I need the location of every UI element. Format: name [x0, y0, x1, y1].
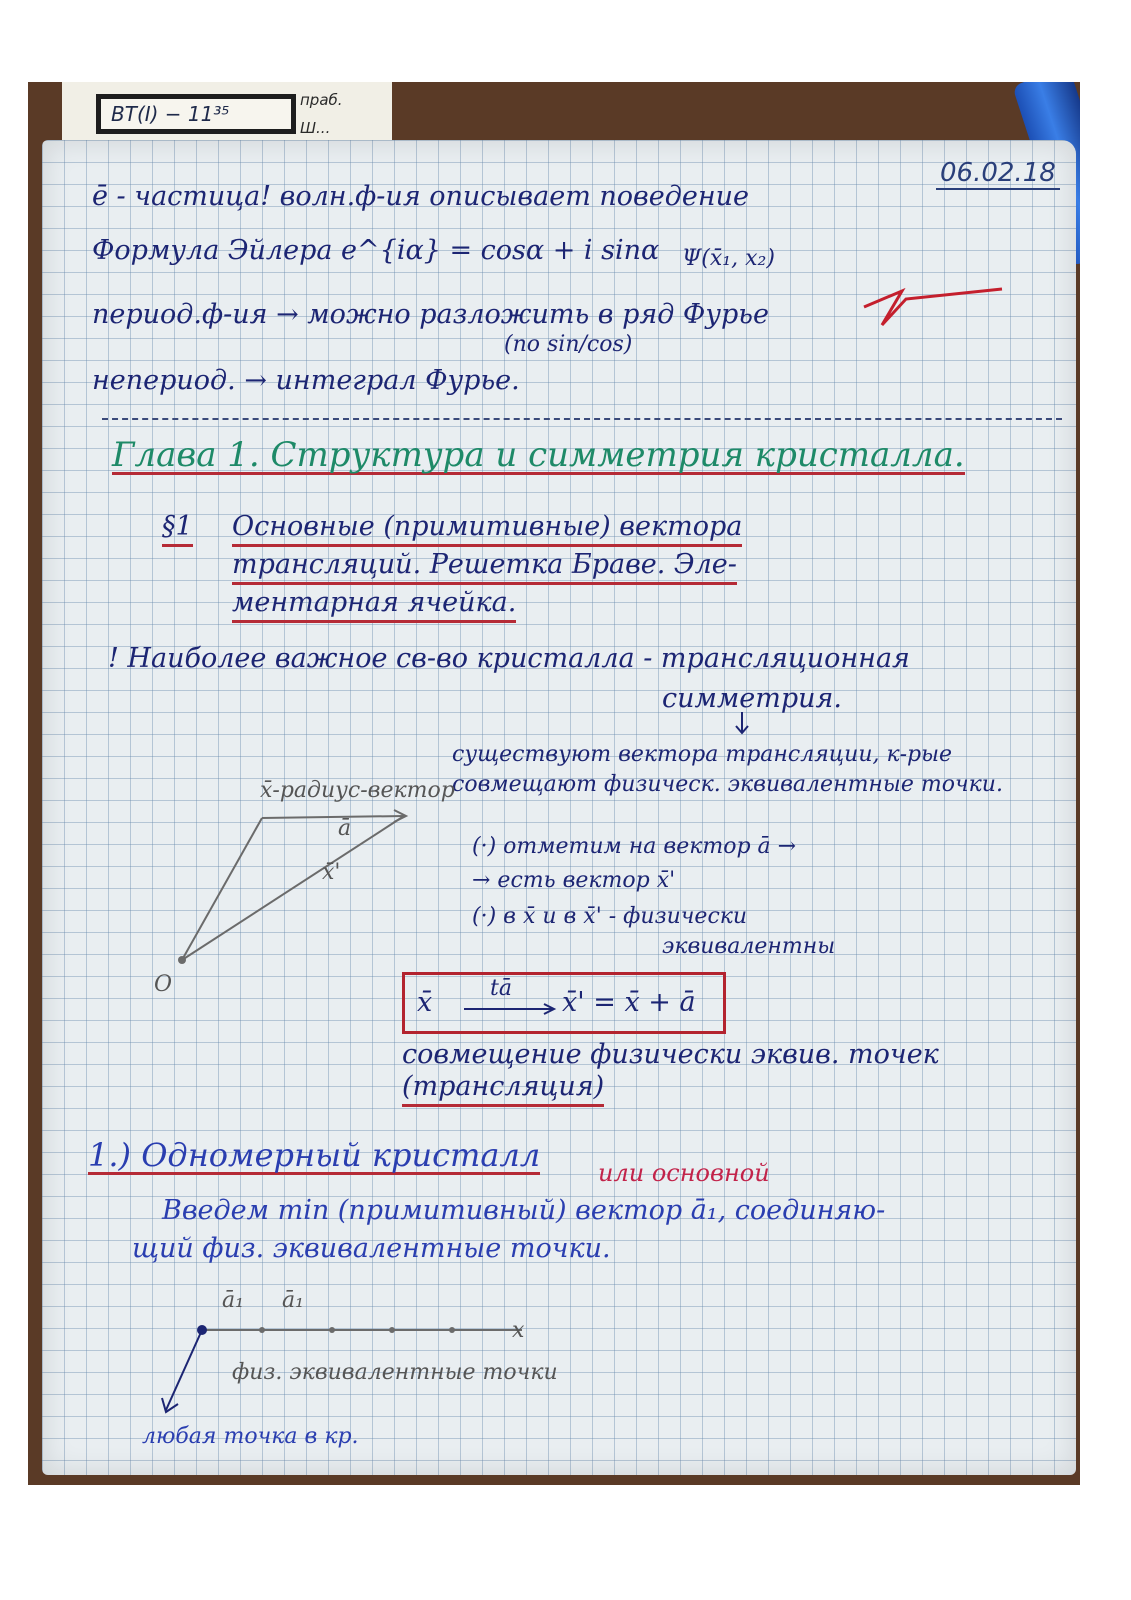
exists-line-2: совмещают физическ. эквивалентные точки.: [452, 772, 1003, 797]
important-line-1: ! Наиболее важное св-во кристалла - трансляционная: [108, 643, 910, 674]
combination-line-2-text: (трансляция): [402, 1071, 604, 1107]
notebook-page: [42, 140, 1076, 1475]
section-title-3: ментарная ячейка.: [232, 588, 516, 623]
line-periodic-sub: (по sin/cos): [504, 332, 633, 357]
formula-left: x̄: [417, 987, 433, 1018]
x-prime-label: x̄': [322, 860, 341, 885]
combination-line-2: [402, 1072, 604, 1102]
notebook-photo: [28, 82, 1080, 1485]
line-psi: Ψ(x̄₁, x₂): [682, 246, 775, 271]
sticky-side-text: [300, 86, 343, 142]
a1-label-2: ā₁: [282, 1288, 304, 1313]
chapter-title: Глава 1. Структура и симметрия кристалла.: [112, 435, 965, 475]
section-number: [162, 512, 193, 542]
radius-vector-label: x̄-радиус-вектор: [260, 778, 455, 803]
note-1: (·) отметим на вектор ā →: [472, 834, 797, 859]
a1-label-1: ā₁: [222, 1288, 244, 1313]
one-dim-aside: или основной: [598, 1159, 770, 1187]
exists-line-1: существуют вектора трансляции, к-рые: [452, 742, 953, 767]
sticky-side-2: Ш...: [300, 119, 331, 137]
section-title-2: трансляций. Решетка Браве. Эле-: [232, 550, 737, 585]
line-electron: ē - частица! волн.ф-ия описывает поведение: [92, 181, 749, 212]
divider: [102, 418, 1062, 420]
formula-arrow-icon: [462, 1002, 562, 1016]
vector-diagram: [172, 800, 422, 980]
combination-line-1: совмещение физически эквив. точек: [402, 1039, 939, 1070]
sticky-side-1: праб.: [300, 91, 343, 109]
checkmark-icon: [862, 285, 1012, 335]
equiv-points-label: физ. эквивалентные точки: [232, 1360, 558, 1385]
x-label: x: [512, 1318, 525, 1343]
one-dim-line-2: щий физ. эквивалентные точки.: [132, 1233, 611, 1264]
sticky-note: [62, 82, 392, 145]
formula-arrow-label: tā: [490, 976, 512, 1001]
down-arrow-icon: [732, 710, 752, 736]
note-4: эквивалентны: [662, 934, 836, 959]
one-dim-line-1: Введем min (примитивный) вектор ā₁, соединяю-: [162, 1195, 886, 1226]
section-title-1: Основные (примитивные) вектора: [232, 512, 742, 547]
note-2: → есть вектор x̄': [472, 868, 676, 893]
page-date: 06.02.18: [936, 158, 1060, 190]
origin-label: O: [154, 972, 173, 997]
sticky-code: ВТ(I) − 11³⁵: [96, 94, 296, 134]
section-number-text: §1: [162, 511, 193, 547]
note-3: (·) в x̄ и в x̄' - физически: [472, 904, 748, 929]
a-vector-label: ā: [338, 816, 352, 841]
any-point-label: любая точка в кр.: [142, 1424, 359, 1449]
important-line-2: симметрия.: [662, 683, 842, 714]
one-dim-heading: 1.) Одномерный кристалл: [88, 1136, 541, 1174]
line-periodic: период.ф-ия → можно разложить в ряд Фурье: [92, 299, 769, 330]
line-nonperiodic: непериод. → интеграл Фурье.: [92, 365, 520, 396]
line-euler: Формула Эйлера e^{iα} = cosα + i sinα: [92, 235, 660, 266]
formula-right: x̄' = x̄ + ā: [562, 987, 696, 1018]
